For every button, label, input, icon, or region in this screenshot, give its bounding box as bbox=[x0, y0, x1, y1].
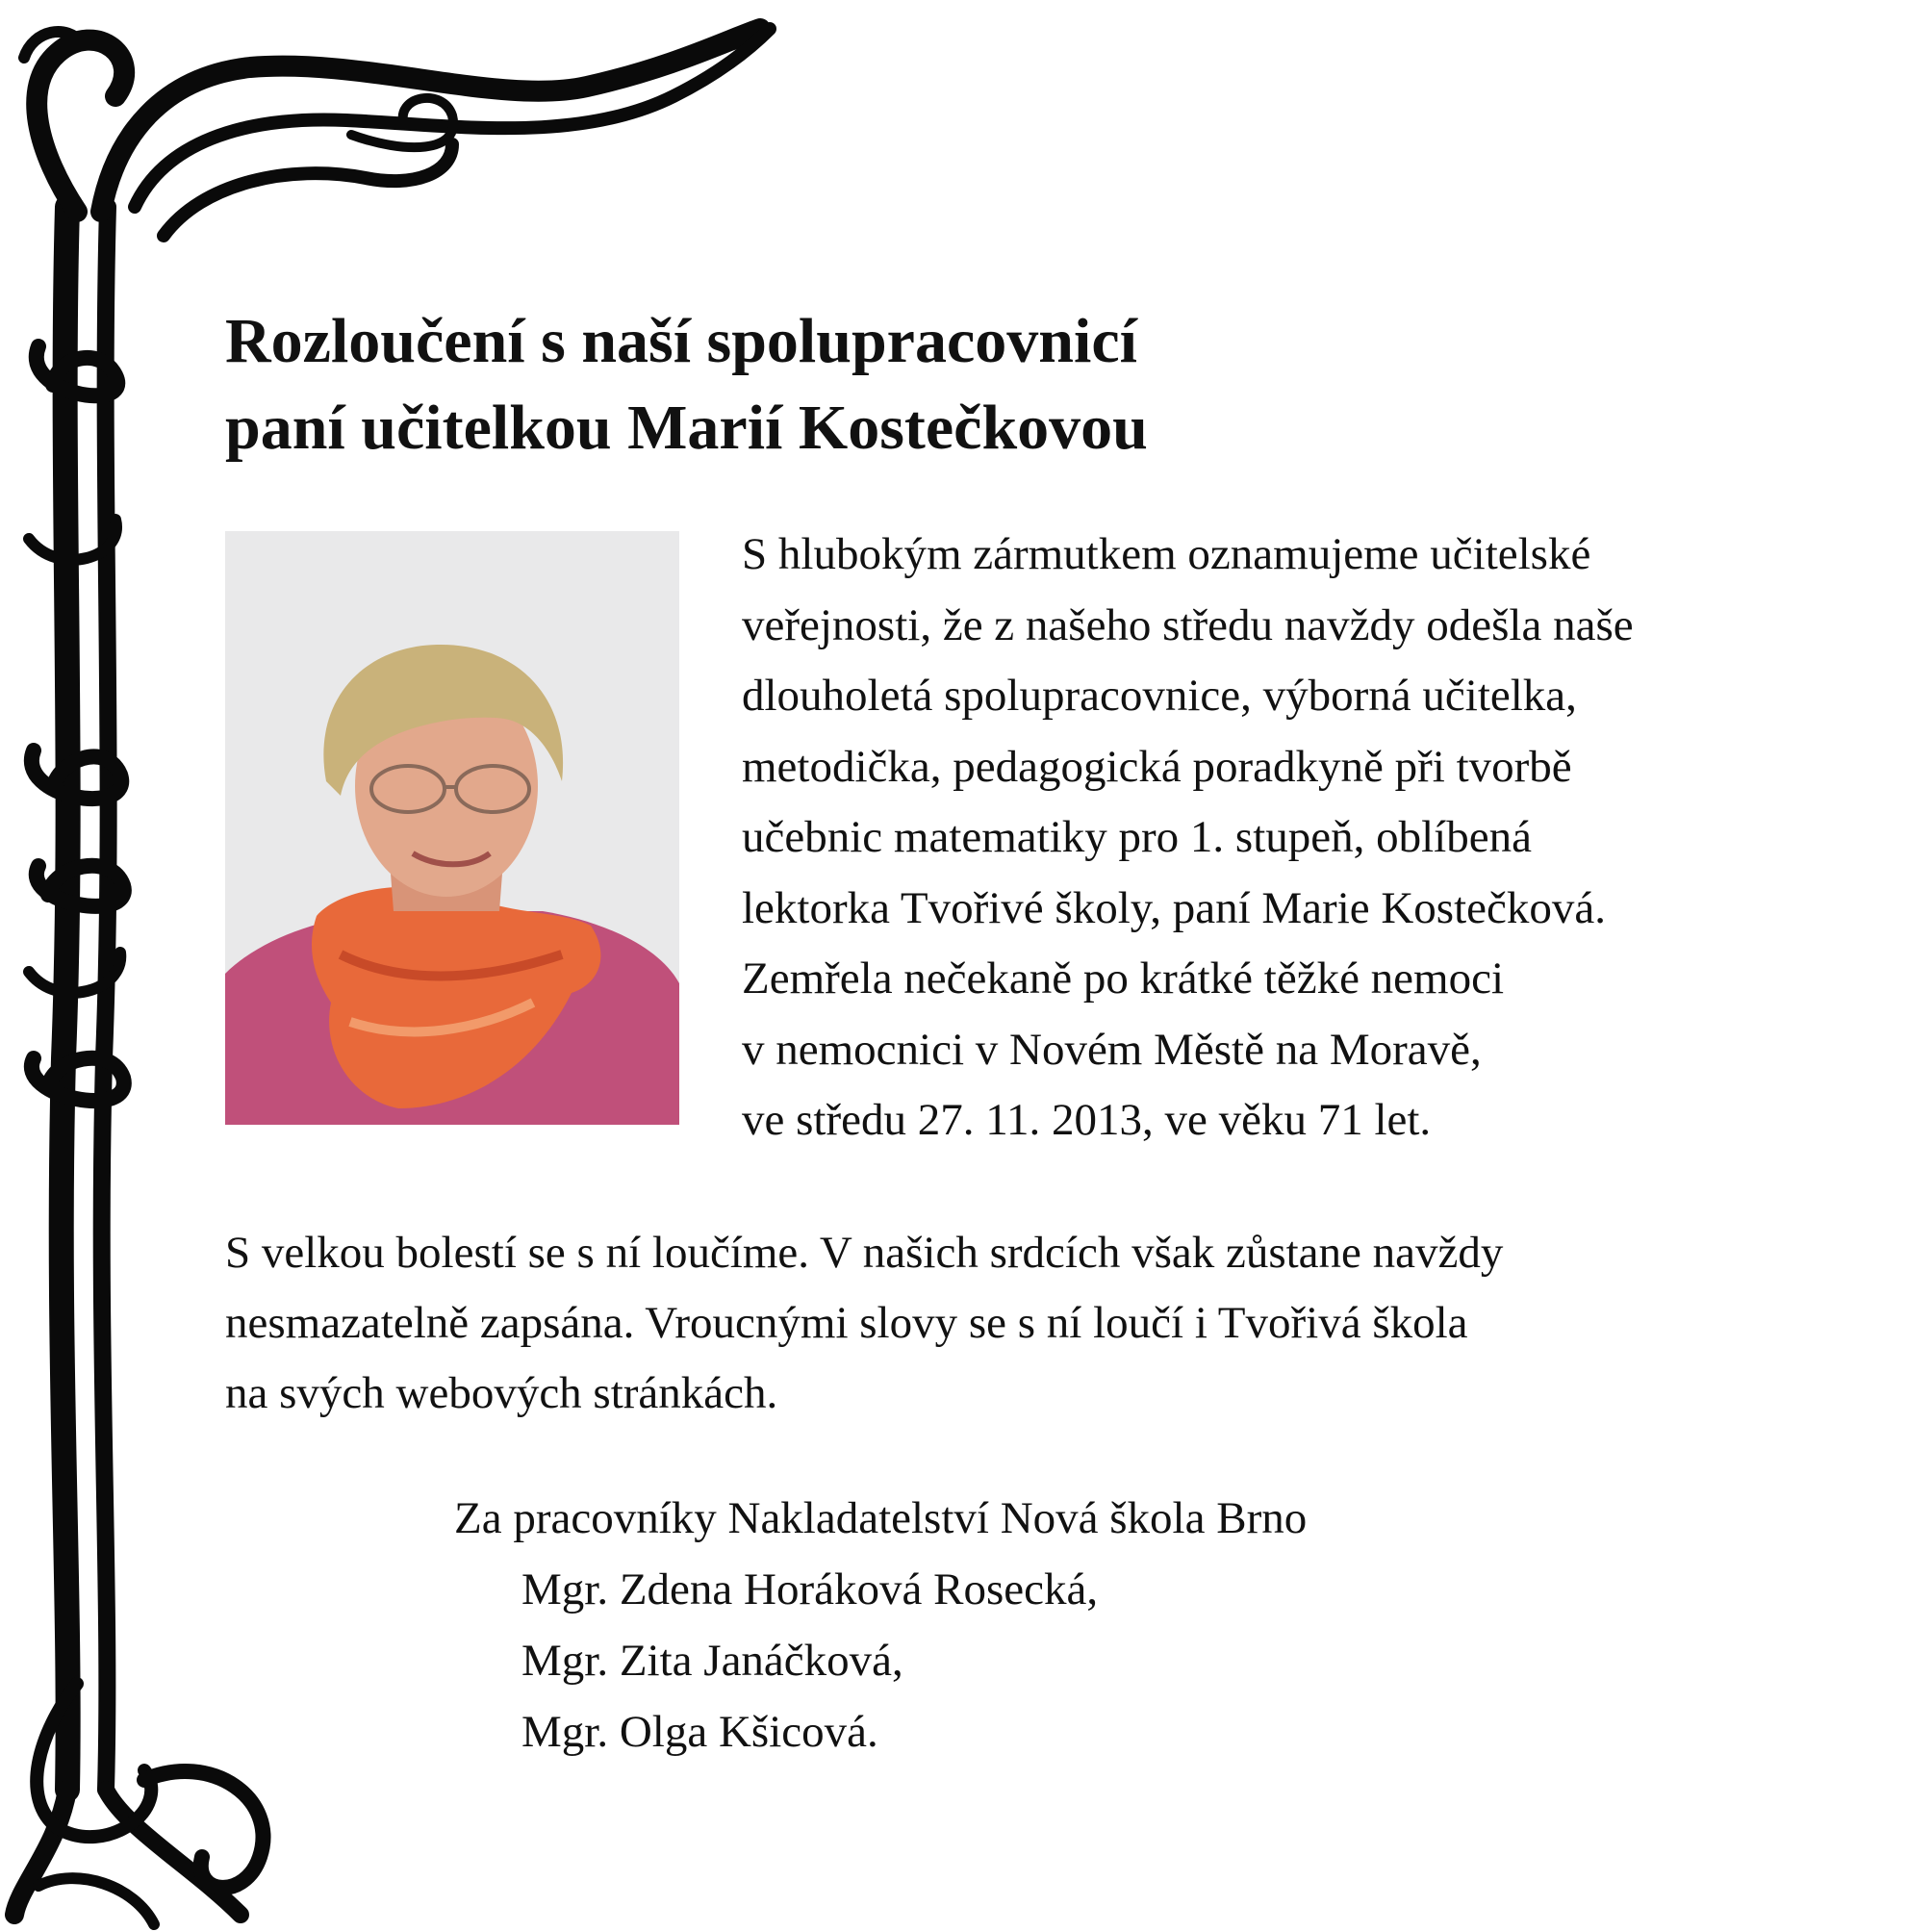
page-title bbox=[225, 298, 1148, 471]
intro-line: ve středu 27. 11. 2013, ve věku 71 let. bbox=[742, 1095, 1432, 1145]
intro-line: učebnic matematiky pro 1. stupeň, oblíbená bbox=[742, 812, 1532, 862]
intro-line: lektorka Tvořivé školy, paní Marie Kostečková. bbox=[742, 882, 1606, 933]
intro-line: S hlubokým zármutkem oznamujeme učitelské bbox=[742, 529, 1591, 579]
signature-block bbox=[454, 1483, 1307, 1767]
signature-name: Mgr. Olga Kšicová. bbox=[521, 1707, 878, 1757]
intro-line: Zemřela nečekaně po krátké těžké nemoci bbox=[742, 953, 1505, 1004]
closing-line: nesmazatelně zapsána. Vroucnými slovy se s ní loučí i Tvořivá škola bbox=[225, 1298, 1468, 1348]
title-line-2: paní učitelkou Marií Kostečkovou bbox=[225, 393, 1148, 463]
signature-name: Mgr. Zita Janáčková, bbox=[521, 1636, 903, 1686]
intro-line: v nemocnici v Novém Městě na Moravě, bbox=[742, 1024, 1482, 1075]
intro-line: dlouholetá spolupracovnice, výborná učitelka, bbox=[742, 671, 1577, 721]
closing-line: S velkou bolestí se s ní loučíme. V našich srdcích však zůstane navždy bbox=[225, 1228, 1504, 1278]
farewell-paragraph bbox=[225, 1218, 1503, 1429]
signature-name: Mgr. Zdena Horáková Rosecká, bbox=[521, 1564, 1099, 1614]
signature-intro: Za pracovníky Nakladatelství Nová škola Brno bbox=[454, 1493, 1308, 1543]
announcement-paragraph bbox=[742, 520, 1634, 1157]
intro-line: veřejnosti, že z našeho středu navždy odešla naše bbox=[742, 599, 1634, 650]
closing-line: na svých webových stránkách. bbox=[225, 1368, 778, 1418]
intro-line: metodička, pedagogická poradkyně při tvorbě bbox=[742, 741, 1572, 792]
title-line-1: Rozloučení s naší spolupracovnicí bbox=[225, 306, 1137, 376]
portrait-photo bbox=[225, 531, 679, 1125]
